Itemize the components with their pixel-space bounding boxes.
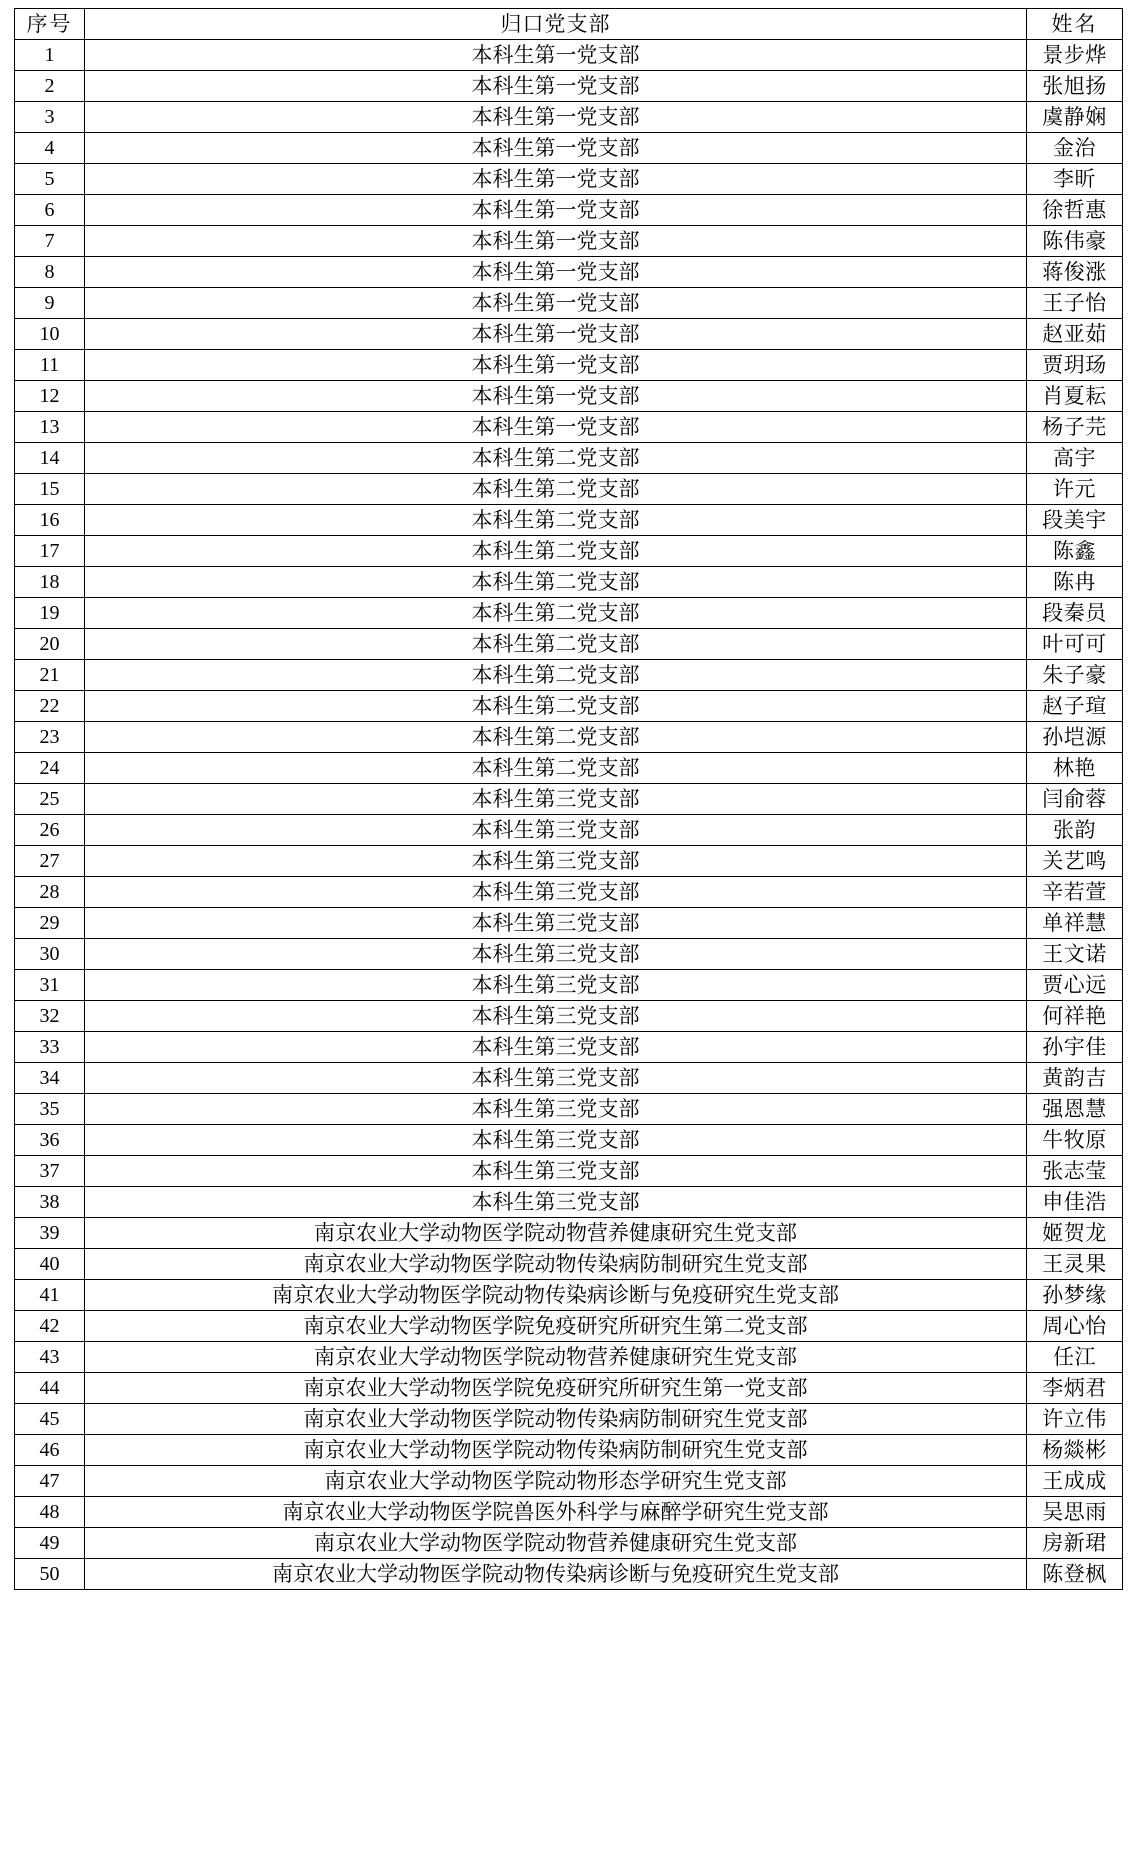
cell-branch: 本科生第二党支部 <box>85 691 1027 722</box>
cell-index: 36 <box>15 1125 85 1156</box>
cell-branch: 本科生第一党支部 <box>85 288 1027 319</box>
cell-index: 34 <box>15 1063 85 1094</box>
cell-name: 黄韵吉 <box>1027 1063 1123 1094</box>
cell-name: 周心怡 <box>1027 1311 1123 1342</box>
cell-name: 杨子芫 <box>1027 412 1123 443</box>
cell-name: 关艺鸣 <box>1027 846 1123 877</box>
cell-branch: 本科生第三党支部 <box>85 1125 1027 1156</box>
table-row <box>15 1497 1123 1528</box>
cell-index: 6 <box>15 195 85 226</box>
cell-index: 30 <box>15 939 85 970</box>
cell-index: 11 <box>15 350 85 381</box>
party-branch-roster-table <box>14 8 1123 1590</box>
cell-index: 19 <box>15 598 85 629</box>
cell-index: 17 <box>15 536 85 567</box>
cell-branch: 本科生第一党支部 <box>85 350 1027 381</box>
cell-branch: 本科生第二党支部 <box>85 598 1027 629</box>
cell-index: 46 <box>15 1435 85 1466</box>
cell-name: 牛牧原 <box>1027 1125 1123 1156</box>
table-row <box>15 443 1123 474</box>
cell-index: 13 <box>15 412 85 443</box>
cell-index: 45 <box>15 1404 85 1435</box>
table-row <box>15 908 1123 939</box>
cell-name: 王文诺 <box>1027 939 1123 970</box>
table-row <box>15 660 1123 691</box>
cell-name: 强恩慧 <box>1027 1094 1123 1125</box>
cell-branch: 南京农业大学动物医学院兽医外科学与麻醉学研究生党支部 <box>85 1497 1027 1528</box>
column-header-name: 姓名 <box>1027 9 1123 40</box>
cell-index: 20 <box>15 629 85 660</box>
cell-name: 张旭扬 <box>1027 71 1123 102</box>
cell-name: 赵亚茹 <box>1027 319 1123 350</box>
table-row <box>15 1063 1123 1094</box>
cell-index: 41 <box>15 1280 85 1311</box>
cell-index: 16 <box>15 505 85 536</box>
cell-branch: 本科生第一党支部 <box>85 164 1027 195</box>
table-row <box>15 1404 1123 1435</box>
cell-name: 蒋俊涨 <box>1027 257 1123 288</box>
cell-index: 8 <box>15 257 85 288</box>
table-row <box>15 381 1123 412</box>
cell-branch: 本科生第一党支部 <box>85 226 1027 257</box>
table-row <box>15 1249 1123 1280</box>
table-row <box>15 722 1123 753</box>
table-row <box>15 939 1123 970</box>
cell-name: 单祥慧 <box>1027 908 1123 939</box>
cell-name: 林艳 <box>1027 753 1123 784</box>
cell-branch: 本科生第一党支部 <box>85 381 1027 412</box>
cell-name: 王灵果 <box>1027 1249 1123 1280</box>
cell-name: 李昕 <box>1027 164 1123 195</box>
cell-name: 李炳君 <box>1027 1373 1123 1404</box>
cell-index: 49 <box>15 1528 85 1559</box>
cell-name: 房新珺 <box>1027 1528 1123 1559</box>
cell-index: 26 <box>15 815 85 846</box>
cell-index: 5 <box>15 164 85 195</box>
cell-branch: 南京农业大学动物医学院动物传染病诊断与免疫研究生党支部 <box>85 1280 1027 1311</box>
table-row <box>15 1373 1123 1404</box>
cell-branch: 本科生第一党支部 <box>85 257 1027 288</box>
cell-index: 43 <box>15 1342 85 1373</box>
cell-branch: 本科生第三党支部 <box>85 1032 1027 1063</box>
cell-name: 何祥艳 <box>1027 1001 1123 1032</box>
cell-name: 陈鑫 <box>1027 536 1123 567</box>
table-row <box>15 1156 1123 1187</box>
cell-branch: 本科生第三党支部 <box>85 1094 1027 1125</box>
cell-name: 王子怡 <box>1027 288 1123 319</box>
cell-index: 23 <box>15 722 85 753</box>
cell-index: 15 <box>15 474 85 505</box>
table-row <box>15 71 1123 102</box>
cell-name: 闫俞蓉 <box>1027 784 1123 815</box>
cell-name: 孙垲源 <box>1027 722 1123 753</box>
table-row <box>15 629 1123 660</box>
table-row <box>15 195 1123 226</box>
cell-index: 44 <box>15 1373 85 1404</box>
cell-name: 段秦员 <box>1027 598 1123 629</box>
cell-branch: 本科生第三党支部 <box>85 939 1027 970</box>
cell-index: 29 <box>15 908 85 939</box>
cell-branch: 本科生第二党支部 <box>85 660 1027 691</box>
cell-index: 50 <box>15 1559 85 1590</box>
cell-name: 贾玥玚 <box>1027 350 1123 381</box>
cell-branch: 本科生第一党支部 <box>85 133 1027 164</box>
table-row <box>15 350 1123 381</box>
cell-name: 金治 <box>1027 133 1123 164</box>
cell-branch: 本科生第三党支部 <box>85 970 1027 1001</box>
cell-index: 38 <box>15 1187 85 1218</box>
table-row <box>15 505 1123 536</box>
cell-name: 张志莹 <box>1027 1156 1123 1187</box>
cell-branch: 本科生第一党支部 <box>85 71 1027 102</box>
table-row <box>15 288 1123 319</box>
cell-index: 9 <box>15 288 85 319</box>
cell-index: 14 <box>15 443 85 474</box>
cell-branch: 本科生第三党支部 <box>85 815 1027 846</box>
table-row <box>15 1218 1123 1249</box>
table-row <box>15 319 1123 350</box>
table-row <box>15 474 1123 505</box>
cell-branch: 南京农业大学动物医学院动物营养健康研究生党支部 <box>85 1218 1027 1249</box>
cell-name: 叶可可 <box>1027 629 1123 660</box>
cell-branch: 本科生第二党支部 <box>85 629 1027 660</box>
cell-branch: 本科生第一党支部 <box>85 412 1027 443</box>
cell-index: 21 <box>15 660 85 691</box>
cell-branch: 本科生第一党支部 <box>85 102 1027 133</box>
table-row <box>15 1435 1123 1466</box>
table-row <box>15 877 1123 908</box>
cell-name: 辛若萱 <box>1027 877 1123 908</box>
table-row <box>15 691 1123 722</box>
cell-index: 32 <box>15 1001 85 1032</box>
cell-branch: 本科生第三党支部 <box>85 1156 1027 1187</box>
table-row <box>15 226 1123 257</box>
cell-name: 虞静娴 <box>1027 102 1123 133</box>
table-row <box>15 257 1123 288</box>
cell-branch: 本科生第二党支部 <box>85 567 1027 598</box>
table-row <box>15 598 1123 629</box>
table-header-row <box>15 9 1123 40</box>
cell-name: 杨燚彬 <box>1027 1435 1123 1466</box>
cell-branch: 南京农业大学动物医学院免疫研究所研究生第一党支部 <box>85 1373 1027 1404</box>
cell-name: 吴思雨 <box>1027 1497 1123 1528</box>
table-row <box>15 1280 1123 1311</box>
table-header <box>15 9 1123 40</box>
cell-name: 陈登枫 <box>1027 1559 1123 1590</box>
cell-index: 3 <box>15 102 85 133</box>
cell-index: 10 <box>15 319 85 350</box>
cell-name: 朱子豪 <box>1027 660 1123 691</box>
cell-index: 25 <box>15 784 85 815</box>
cell-name: 徐哲惠 <box>1027 195 1123 226</box>
cell-branch: 本科生第三党支部 <box>85 908 1027 939</box>
cell-index: 27 <box>15 846 85 877</box>
cell-index: 2 <box>15 71 85 102</box>
cell-branch: 本科生第二党支部 <box>85 722 1027 753</box>
cell-index: 33 <box>15 1032 85 1063</box>
table-row <box>15 412 1123 443</box>
cell-branch: 本科生第三党支部 <box>85 877 1027 908</box>
table-row <box>15 784 1123 815</box>
cell-branch: 南京农业大学动物医学院动物传染病防制研究生党支部 <box>85 1404 1027 1435</box>
cell-name: 段美宇 <box>1027 505 1123 536</box>
cell-name: 景步烨 <box>1027 40 1123 71</box>
column-header-branch: 归口党支部 <box>85 9 1027 40</box>
cell-branch: 本科生第一党支部 <box>85 319 1027 350</box>
table-row <box>15 536 1123 567</box>
cell-index: 37 <box>15 1156 85 1187</box>
cell-index: 24 <box>15 753 85 784</box>
table-row <box>15 133 1123 164</box>
cell-index: 35 <box>15 1094 85 1125</box>
cell-branch: 本科生第三党支部 <box>85 1063 1027 1094</box>
table-row <box>15 1032 1123 1063</box>
cell-index: 31 <box>15 970 85 1001</box>
cell-name: 孙梦缘 <box>1027 1280 1123 1311</box>
table-row <box>15 815 1123 846</box>
cell-branch: 本科生第一党支部 <box>85 195 1027 226</box>
table-row <box>15 846 1123 877</box>
table-row <box>15 102 1123 133</box>
cell-name: 陈冉 <box>1027 567 1123 598</box>
table-row <box>15 164 1123 195</box>
cell-index: 47 <box>15 1466 85 1497</box>
cell-branch: 南京农业大学动物医学院动物传染病诊断与免疫研究生党支部 <box>85 1559 1027 1590</box>
cell-branch: 南京农业大学动物医学院动物营养健康研究生党支部 <box>85 1528 1027 1559</box>
cell-branch: 本科生第二党支部 <box>85 474 1027 505</box>
cell-name: 高宇 <box>1027 443 1123 474</box>
table-row <box>15 1528 1123 1559</box>
cell-index: 7 <box>15 226 85 257</box>
cell-name: 许元 <box>1027 474 1123 505</box>
cell-branch: 本科生第三党支部 <box>85 784 1027 815</box>
cell-index: 22 <box>15 691 85 722</box>
table-row <box>15 1342 1123 1373</box>
cell-name: 肖夏耘 <box>1027 381 1123 412</box>
table-row <box>15 1559 1123 1590</box>
cell-branch: 本科生第二党支部 <box>85 443 1027 474</box>
cell-name: 王成成 <box>1027 1466 1123 1497</box>
cell-name: 许立伟 <box>1027 1404 1123 1435</box>
table-body <box>15 40 1123 1590</box>
table-row <box>15 1311 1123 1342</box>
cell-branch: 本科生第三党支部 <box>85 846 1027 877</box>
table-row <box>15 753 1123 784</box>
cell-branch: 南京农业大学动物医学院动物形态学研究生党支部 <box>85 1466 1027 1497</box>
cell-branch: 南京农业大学动物医学院免疫研究所研究生第二党支部 <box>85 1311 1027 1342</box>
cell-branch: 本科生第二党支部 <box>85 536 1027 567</box>
table-row <box>15 970 1123 1001</box>
cell-name: 任江 <box>1027 1342 1123 1373</box>
cell-name: 孙宇佳 <box>1027 1032 1123 1063</box>
cell-index: 40 <box>15 1249 85 1280</box>
cell-index: 18 <box>15 567 85 598</box>
cell-index: 12 <box>15 381 85 412</box>
cell-name: 赵子瑄 <box>1027 691 1123 722</box>
cell-index: 1 <box>15 40 85 71</box>
cell-index: 39 <box>15 1218 85 1249</box>
table-row <box>15 1466 1123 1497</box>
cell-branch: 南京农业大学动物医学院动物传染病防制研究生党支部 <box>85 1435 1027 1466</box>
cell-index: 4 <box>15 133 85 164</box>
cell-branch: 本科生第二党支部 <box>85 753 1027 784</box>
cell-name: 陈伟豪 <box>1027 226 1123 257</box>
table-row <box>15 40 1123 71</box>
cell-name: 贾心远 <box>1027 970 1123 1001</box>
cell-branch: 本科生第三党支部 <box>85 1001 1027 1032</box>
cell-index: 28 <box>15 877 85 908</box>
column-header-index: 序号 <box>15 9 85 40</box>
cell-name: 张韵 <box>1027 815 1123 846</box>
cell-name: 申佳浩 <box>1027 1187 1123 1218</box>
table-row <box>15 1187 1123 1218</box>
table-row <box>15 1125 1123 1156</box>
table-row <box>15 567 1123 598</box>
table-row <box>15 1094 1123 1125</box>
cell-branch: 南京农业大学动物医学院动物传染病防制研究生党支部 <box>85 1249 1027 1280</box>
cell-index: 42 <box>15 1311 85 1342</box>
cell-branch: 本科生第二党支部 <box>85 505 1027 536</box>
cell-name: 姬贺龙 <box>1027 1218 1123 1249</box>
cell-branch: 本科生第一党支部 <box>85 40 1027 71</box>
table-row <box>15 1001 1123 1032</box>
cell-branch: 本科生第三党支部 <box>85 1187 1027 1218</box>
cell-branch: 南京农业大学动物医学院动物营养健康研究生党支部 <box>85 1342 1027 1373</box>
cell-index: 48 <box>15 1497 85 1528</box>
